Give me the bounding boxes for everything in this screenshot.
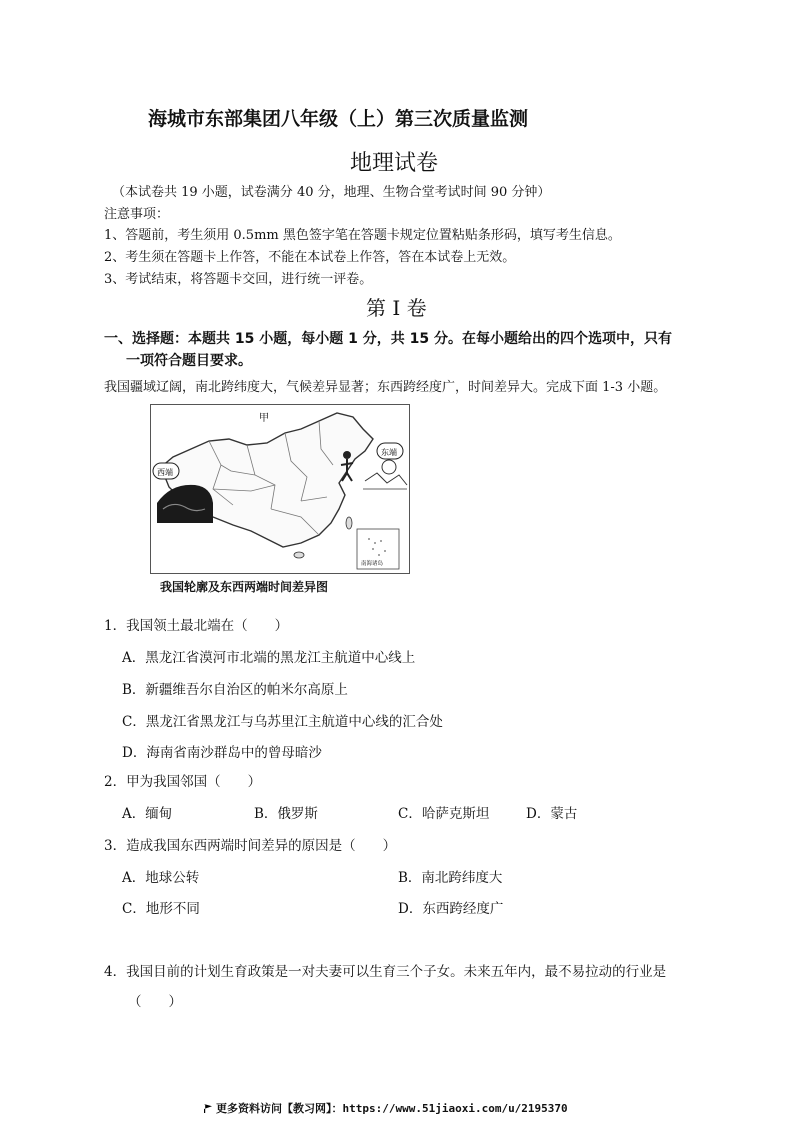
label-inset: 南海诸岛 — [361, 561, 384, 567]
china-map-figure — [150, 404, 410, 574]
exam-subtitle: 地理试卷 — [350, 151, 439, 176]
exam-info: （本试卷共 19 小题，试卷满分 40 分，地理、生物合堂考试时间 90 分钟） — [112, 185, 551, 200]
footer-link[interactable] — [204, 1100, 568, 1116]
question-2-option-b: B．俄罗斯 — [254, 806, 318, 822]
footer-text: 更多资料访问【教习网】：https://www.51jiaoxi.com/u/2195370 — [216, 1102, 568, 1115]
question-1-option-c: C．黑龙江省黑龙江与乌苏里江主航道中心线的汇合处 — [122, 714, 443, 730]
section-heading-cont: 一项符合题目要求。 — [126, 353, 252, 369]
intro-text: 我国疆域辽阔，南北跨纬度大，气候差异显著；东西跨经度广，时间差异大。完成下面 1-3 小题。 — [104, 380, 667, 395]
note-item: 1、答题前，考生须用 0.5mm 黑色签字笔在答题卡规定位置粘贴条形码，填写考生信息。 — [104, 228, 621, 243]
label-jia: 甲 — [259, 413, 269, 424]
question-1-option-d: D．海南省南沙群岛中的曾母暗沙 — [122, 745, 322, 761]
notes-heading: 注意事项： — [104, 207, 170, 222]
question-3-option-d: D．东西跨经度广 — [398, 901, 504, 917]
section-heading: 一、选择题：本题共 15 小题，每小题 1 分，共 15 分。在每小题给出的四个选项中，只有 — [104, 331, 672, 347]
label-west: 西端 — [157, 468, 173, 477]
question-3-option-c: C．地形不同 — [122, 901, 200, 917]
note-item: 2、考生须在答题卡上作答，不能在本试卷上作答，答在本试卷上无效。 — [104, 250, 516, 265]
question-1-stem: 1．我国领土最北端在（ ） — [104, 618, 289, 634]
exam-title: 海城市东部集团八年级（上）第三次质量监测 — [148, 108, 529, 130]
flag-icon — [204, 1104, 212, 1113]
label-east: 东端 — [381, 448, 397, 457]
question-3-stem: 3．造成我国东西两端时间差异的原因是（ ） — [104, 838, 397, 854]
question-2-option-a: A．缅甸 — [122, 806, 173, 822]
question-1-option-a: A．黑龙江省漠河市北端的黑龙江主航道中心线上 — [122, 650, 416, 666]
question-3-option-b: B．南北跨纬度大 — [398, 870, 503, 886]
question-4-stem: 4．我国目前的计划生育政策是一对夫妻可以生育三个子女。未来五年内，最不易拉动的行业是 — [104, 964, 667, 980]
map-caption: 我国轮廓及东西两端时间差异图 — [160, 580, 329, 594]
question-3-option-a: A．地球公转 — [122, 870, 200, 886]
question-2-option-c: C．哈萨克斯坦 — [398, 806, 490, 822]
china-map-svg — [151, 405, 409, 573]
question-2-option-d: D．蒙古 — [526, 806, 578, 822]
note-item: 3、考试结束，将答题卡交回，进行统一评卷。 — [104, 272, 373, 287]
volume-title: 第 I 卷 — [366, 296, 427, 320]
question-2-stem: 2．甲为我国邻国（ ） — [104, 774, 262, 790]
question-4-stem-cont: （ ） — [128, 994, 182, 1010]
question-1-option-b: B．新疆维吾尔自治区的帕米尔高原上 — [122, 682, 348, 698]
